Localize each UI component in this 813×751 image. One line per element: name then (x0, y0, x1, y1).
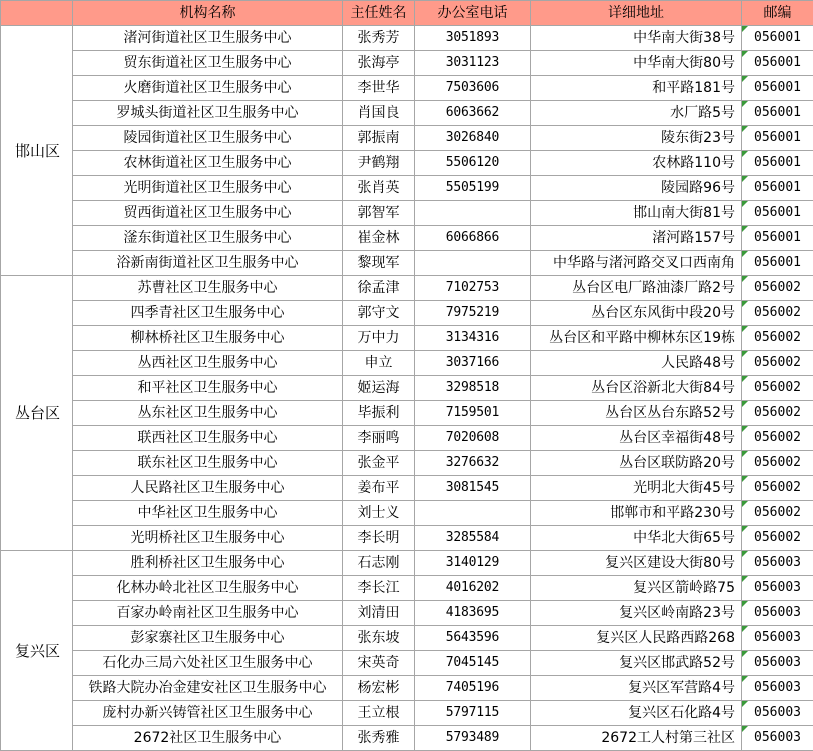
phone-cell[interactable]: 6063662 (415, 101, 531, 126)
table-row (1, 51, 813, 76)
name-cell[interactable]: 滏东街道社区卫生服务中心 (73, 226, 343, 251)
table-row (1, 426, 813, 451)
postal-cell[interactable]: 056003 (742, 651, 813, 676)
phone-cell[interactable]: 5506120 (415, 151, 531, 176)
address-cell[interactable]: 丛台区和平路中柳林东区19栋 (531, 326, 742, 351)
phone-cell[interactable]: 7159501 (415, 401, 531, 426)
table-row (1, 601, 813, 626)
table-row (1, 526, 813, 551)
table-row (1, 676, 813, 701)
address-cell[interactable]: 陵东街23号 (531, 126, 742, 151)
address-cell[interactable]: 陵园路96号 (531, 176, 742, 201)
table-row (1, 151, 813, 176)
postal-cell[interactable]: 056002 (742, 526, 813, 551)
director-cell[interactable]: 郭振南 (343, 126, 415, 151)
director-cell[interactable]: 张东坡 (343, 626, 415, 651)
postal-cell[interactable]: 056002 (742, 426, 813, 451)
postal-cell[interactable]: 056003 (742, 551, 813, 576)
table-row (1, 626, 813, 651)
phone-cell[interactable]: 3081545 (415, 476, 531, 501)
postal-cell[interactable]: 056001 (742, 26, 813, 51)
table-row (1, 726, 813, 751)
phone-cell[interactable]: 3140129 (415, 551, 531, 576)
director-cell[interactable]: 刘士义 (343, 501, 415, 526)
name-cell[interactable]: 火磨街道社区卫生服务中心 (73, 76, 343, 101)
header-phone[interactable]: 办公室电话 (415, 1, 531, 26)
address-cell[interactable]: 水厂路5号 (531, 101, 742, 126)
address-cell[interactable]: 丛台区联防路20号 (531, 451, 742, 476)
address-cell[interactable]: 丛台区幸福街48号 (531, 426, 742, 451)
director-cell[interactable]: 张秀雅 (343, 726, 415, 751)
header-row (1, 1, 813, 26)
name-cell[interactable]: 中华社区卫生服务中心 (73, 501, 343, 526)
address-cell[interactable]: 丛台区浴新北大街84号 (531, 376, 742, 401)
name-cell[interactable]: 浴新南街道社区卫生服务中心 (73, 251, 343, 276)
address-cell[interactable]: 和平路181号 (531, 76, 742, 101)
table-row (1, 101, 813, 126)
table-row (1, 276, 813, 301)
phone-cell[interactable]: 3031123 (415, 51, 531, 76)
phone-cell[interactable]: 4183695 (415, 601, 531, 626)
phone-cell[interactable]: 3298518 (415, 376, 531, 401)
director-cell[interactable]: 肖国良 (343, 101, 415, 126)
name-cell[interactable]: 庞村办新兴铸管社区卫生服务中心 (73, 701, 343, 726)
address-cell[interactable]: 复兴区人民路西路268 (531, 626, 742, 651)
phone-cell[interactable]: 7102753 (415, 276, 531, 301)
director-cell[interactable]: 万中力 (343, 326, 415, 351)
table-row (1, 551, 813, 576)
table-row (1, 176, 813, 201)
director-cell[interactable]: 石志刚 (343, 551, 415, 576)
header-director[interactable]: 主任姓名 (343, 1, 415, 26)
name-cell[interactable]: 柳林桥社区卫生服务中心 (73, 326, 343, 351)
table-row (1, 651, 813, 676)
director-cell[interactable]: 刘清田 (343, 601, 415, 626)
phone-cell[interactable]: 7975219 (415, 301, 531, 326)
phone-cell[interactable]: 3276632 (415, 451, 531, 476)
director-cell[interactable]: 李长明 (343, 526, 415, 551)
address-cell[interactable]: 复兴区邯武路52号 (531, 651, 742, 676)
phone-cell[interactable]: 7020608 (415, 426, 531, 451)
postal-cell[interactable]: 056001 (742, 126, 813, 151)
name-cell[interactable]: 陵园街道社区卫生服务中心 (73, 126, 343, 151)
address-cell[interactable]: 邯郸市和平路230号 (531, 501, 742, 526)
name-cell[interactable]: 人民路社区卫生服务中心 (73, 476, 343, 501)
table-row (1, 201, 813, 226)
table-row (1, 326, 813, 351)
district-cell[interactable]: 邯山区 (1, 26, 73, 276)
postal-cell[interactable]: 056001 (742, 251, 813, 276)
table-row (1, 476, 813, 501)
header-address[interactable]: 详细地址 (531, 1, 742, 26)
postal-cell[interactable]: 056003 (742, 576, 813, 601)
phone-cell[interactable]: 3134316 (415, 326, 531, 351)
postal-cell[interactable]: 056001 (742, 76, 813, 101)
director-cell[interactable]: 崔金林 (343, 226, 415, 251)
address-cell[interactable]: 丛台区丛台东路52号 (531, 401, 742, 426)
postal-cell[interactable]: 056001 (742, 151, 813, 176)
postal-cell[interactable]: 056003 (742, 626, 813, 651)
name-cell[interactable]: 和平社区卫生服务中心 (73, 376, 343, 401)
postal-cell[interactable]: 056003 (742, 726, 813, 751)
name-cell[interactable]: 四季青社区卫生服务中心 (73, 301, 343, 326)
address-cell[interactable]: 光明北大街45号 (531, 476, 742, 501)
table-row (1, 376, 813, 401)
director-cell[interactable]: 李长江 (343, 576, 415, 601)
header-name[interactable]: 机构名称 (73, 1, 343, 26)
postal-cell[interactable]: 056001 (742, 51, 813, 76)
director-cell[interactable]: 李世华 (343, 76, 415, 101)
postal-cell[interactable]: 056003 (742, 701, 813, 726)
table-row (1, 251, 813, 276)
name-cell[interactable]: 贸东街道社区卫生服务中心 (73, 51, 343, 76)
table-row (1, 226, 813, 251)
postal-cell[interactable]: 056002 (742, 326, 813, 351)
phone-cell[interactable]: 5793489 (415, 726, 531, 751)
name-cell[interactable]: 光明桥社区卫生服务中心 (73, 526, 343, 551)
address-cell[interactable]: 复兴区石化路4号 (531, 701, 742, 726)
director-cell[interactable]: 张金平 (343, 451, 415, 476)
phone-cell[interactable]: 4016202 (415, 576, 531, 601)
phone-cell[interactable]: 3285584 (415, 526, 531, 551)
table-row (1, 301, 813, 326)
director-cell[interactable]: 张秀芳 (343, 26, 415, 51)
phone-cell[interactable] (415, 501, 531, 526)
address-cell[interactable]: 农林路110号 (531, 151, 742, 176)
phone-cell[interactable]: 5797115 (415, 701, 531, 726)
name-cell[interactable]: 光明街道社区卫生服务中心 (73, 176, 343, 201)
director-cell[interactable]: 杨宏彬 (343, 676, 415, 701)
postal-cell[interactable]: 056002 (742, 301, 813, 326)
address-cell[interactable]: 丛台区东风街中段20号 (531, 301, 742, 326)
postal-cell[interactable]: 056002 (742, 376, 813, 401)
phone-cell[interactable]: 7503606 (415, 76, 531, 101)
address-cell[interactable]: 人民路48号 (531, 351, 742, 376)
phone-cell[interactable]: 3037166 (415, 351, 531, 376)
address-cell[interactable]: 渚河路157号 (531, 226, 742, 251)
director-cell[interactable]: 郭智军 (343, 201, 415, 226)
table-row (1, 76, 813, 101)
name-cell[interactable]: 铁路大院办冶金建安社区卫生服务中心 (73, 676, 343, 701)
name-cell[interactable]: 联西社区卫生服务中心 (73, 426, 343, 451)
header-postal[interactable]: 邮编 (742, 1, 813, 26)
name-cell[interactable]: 罗城头街道社区卫生服务中心 (73, 101, 343, 126)
table-row (1, 501, 813, 526)
postal-cell[interactable]: 056003 (742, 601, 813, 626)
district-cell[interactable]: 复兴区 (1, 551, 73, 751)
director-cell[interactable]: 姜布平 (343, 476, 415, 501)
postal-cell[interactable]: 056002 (742, 351, 813, 376)
postal-cell[interactable]: 056001 (742, 201, 813, 226)
postal-cell[interactable]: 056001 (742, 226, 813, 251)
name-cell[interactable]: 彭家寨社区卫生服务中心 (73, 626, 343, 651)
postal-cell[interactable]: 056001 (742, 101, 813, 126)
postal-cell[interactable]: 056002 (742, 451, 813, 476)
phone-cell[interactable] (415, 201, 531, 226)
name-cell[interactable]: 化林办岭北社区卫生服务中心 (73, 576, 343, 601)
postal-cell[interactable]: 056002 (742, 276, 813, 301)
name-cell[interactable]: 农林街道社区卫生服务中心 (73, 151, 343, 176)
director-cell[interactable]: 姬运海 (343, 376, 415, 401)
address-cell[interactable]: 复兴区箭岭路75 (531, 576, 742, 601)
phone-cell[interactable]: 3026840 (415, 126, 531, 151)
address-cell[interactable]: 中华北大街65号 (531, 526, 742, 551)
director-cell[interactable]: 尹鹤翔 (343, 151, 415, 176)
phone-cell[interactable]: 6066866 (415, 226, 531, 251)
postal-cell[interactable]: 056002 (742, 501, 813, 526)
address-cell[interactable]: 复兴区建设大街80号 (531, 551, 742, 576)
table-row (1, 451, 813, 476)
address-cell[interactable]: 复兴区军营路4号 (531, 676, 742, 701)
phone-cell[interactable]: 7405196 (415, 676, 531, 701)
name-cell[interactable]: 丛西社区卫生服务中心 (73, 351, 343, 376)
table-row (1, 351, 813, 376)
address-cell[interactable]: 复兴区岭南路23号 (531, 601, 742, 626)
address-cell[interactable]: 丛台区电厂路油漆厂路2号 (531, 276, 742, 301)
district-cell[interactable]: 丛台区 (1, 276, 73, 551)
name-cell[interactable]: 联东社区卫生服务中心 (73, 451, 343, 476)
name-cell[interactable]: 苏曹社区卫生服务中心 (73, 276, 343, 301)
postal-cell[interactable]: 056001 (742, 176, 813, 201)
address-cell[interactable]: 中华南大街38号 (531, 26, 742, 51)
address-cell[interactable]: 中华路与渚河路交叉口西南角 (531, 251, 742, 276)
table-body (1, 26, 813, 751)
name-cell[interactable]: 丛东社区卫生服务中心 (73, 401, 343, 426)
address-cell[interactable]: 邯山南大街81号 (531, 201, 742, 226)
postal-cell[interactable]: 056003 (742, 676, 813, 701)
name-cell[interactable]: 渚河街道社区卫生服务中心 (73, 26, 343, 51)
table-row (1, 576, 813, 601)
phone-cell[interactable]: 5505199 (415, 176, 531, 201)
phone-cell[interactable]: 5643596 (415, 626, 531, 651)
table-row (1, 126, 813, 151)
name-cell[interactable]: 石化办三局六处社区卫生服务中心 (73, 651, 343, 676)
header-district-blank[interactable] (1, 1, 73, 26)
table-row (1, 401, 813, 426)
phone-cell[interactable] (415, 251, 531, 276)
director-cell[interactable]: 张海亭 (343, 51, 415, 76)
director-cell[interactable]: 王立根 (343, 701, 415, 726)
director-cell[interactable]: 申立 (343, 351, 415, 376)
phone-cell[interactable]: 3051893 (415, 26, 531, 51)
name-cell[interactable]: 2672社区卫生服务中心 (73, 726, 343, 751)
director-cell[interactable]: 黎现军 (343, 251, 415, 276)
director-cell[interactable]: 徐孟津 (343, 276, 415, 301)
director-cell[interactable]: 毕振利 (343, 401, 415, 426)
table-row (1, 26, 813, 51)
phone-cell[interactable]: 7045145 (415, 651, 531, 676)
address-cell[interactable]: 中华南大街80号 (531, 51, 742, 76)
name-cell[interactable]: 胜利桥社区卫生服务中心 (73, 551, 343, 576)
postal-cell[interactable]: 056002 (742, 476, 813, 501)
director-cell[interactable]: 郭守文 (343, 301, 415, 326)
address-cell[interactable]: 2672工人村第三社区 (531, 726, 742, 751)
director-cell[interactable]: 李丽鸣 (343, 426, 415, 451)
postal-cell[interactable]: 056002 (742, 401, 813, 426)
director-cell[interactable]: 张肖英 (343, 176, 415, 201)
name-cell[interactable]: 贸西街道社区卫生服务中心 (73, 201, 343, 226)
name-cell[interactable]: 百家办岭南社区卫生服务中心 (73, 601, 343, 626)
director-cell[interactable]: 宋英奇 (343, 651, 415, 676)
table-row (1, 701, 813, 726)
